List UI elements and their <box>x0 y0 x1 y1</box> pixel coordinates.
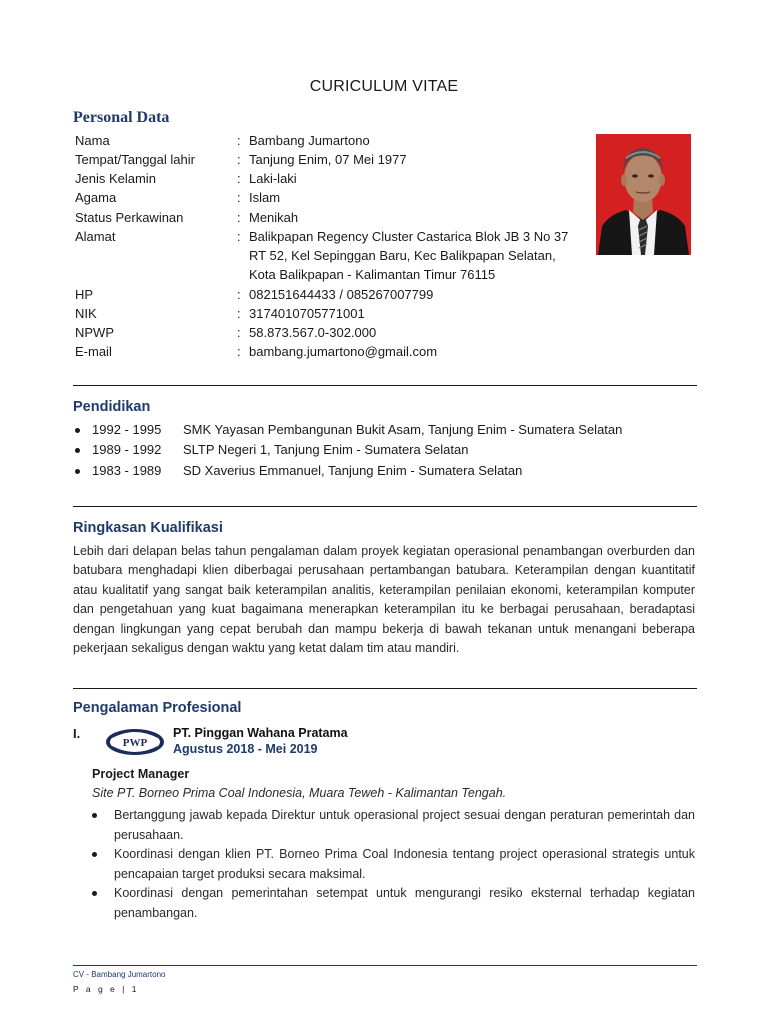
page-number: P a g e | 1 <box>73 984 139 994</box>
job-role: Project Manager <box>92 767 190 781</box>
pd-value: 082151644433 / 085267007799 <box>249 287 434 302</box>
pwp-logo-icon <box>104 727 166 757</box>
pd-value: Bambang Jumartono <box>249 133 370 148</box>
pd-value: Islam <box>249 190 281 205</box>
duty-text: Koordinasi dengan pemerintahan setempat untuk mengurangi resiko eksternal terhadap kegiatan penambangan. <box>114 886 695 920</box>
duty-text: Bertanggung jawab kepada Direktur untuk operasional project sesuai dengan peraturan pemerintah dan perusahaan. <box>114 808 695 842</box>
duty-list <box>92 806 695 923</box>
section-divider <box>73 506 697 507</box>
personal-data-heading: Personal Data <box>73 109 170 126</box>
company-logo <box>104 727 166 757</box>
email-link[interactable]: bambang.jumartono@gmail.com <box>249 344 438 359</box>
pd-colon: : <box>237 325 241 340</box>
education-school: SD Xaverius Emmanuel, Tanjung Enim - Sumatera Selatan <box>183 463 523 478</box>
pd-colon: : <box>237 344 241 359</box>
section-divider <box>73 385 697 386</box>
education-heading: Pendidikan <box>73 399 151 415</box>
pd-value: 58.873.567.0-302.000 <box>249 325 377 340</box>
pd-label: HP <box>75 287 94 302</box>
pd-colon: : <box>237 133 241 148</box>
pd-value: 3174010705771001 <box>249 306 365 321</box>
pd-colon: : <box>237 306 241 321</box>
pd-colon: : <box>237 210 241 225</box>
section-divider <box>73 688 697 689</box>
bullet-icon <box>92 852 97 857</box>
pd-label: Agama <box>75 190 117 205</box>
duty-item <box>92 845 695 884</box>
pd-value: Menikah <box>249 210 299 225</box>
job-number: I. <box>73 726 81 741</box>
company-name: PT. Pinggan Wahana Pratama <box>173 726 348 740</box>
bullet-icon <box>75 428 80 433</box>
pd-colon: : <box>237 152 241 167</box>
duty-item <box>92 806 695 845</box>
pd-value: RT 52, Kel Sepinggan Baru, Kec Balikpapan Selatan, <box>249 248 556 263</box>
education-years: 1989 - 1992 <box>92 442 162 457</box>
duty-item <box>92 884 695 923</box>
pd-value: Balikpapan Regency Cluster Castarica Blok JB 3 No 37 <box>249 229 569 244</box>
footer-name: CV - Bambang Jumartono <box>73 970 166 979</box>
education-years: 1992 - 1995 <box>92 422 162 437</box>
pd-colon: : <box>237 287 241 302</box>
experience-heading: Pengalaman Profesional <box>73 700 242 716</box>
pd-value: Tanjung Enim, 07 Mei 1977 <box>249 152 407 167</box>
pd-value: Kota Balikpapan - Kalimantan Timur 76115 <box>249 267 496 282</box>
logo-text: PWP <box>122 737 148 749</box>
pd-label: NPWP <box>75 325 114 340</box>
summary-paragraph: Lebih dari delapan belas tahun pengalaman dalam proyek kegiatan operasional penambangan overburden dan batubara menghadapi klien diberbagai perusahaan pertambangan batubara. Keterampilan dengan kuantitatif atau kualitatif yang sangat baik keterampilan analitis, keterampilan penilaian ekonomi, keterampilan komputer dan pengetahuan yang kuat bagaimana menerapkan keterampilan itu ke berbagai perusahaan, beradaptasi dengan lingkungan yang cepat berubah dan mampu bekerja di bawah tekanan untuk menangani beberapa pekerjaan sekaligus dengan waktu yang ketat dalam tim atau mandiri. <box>73 544 695 656</box>
pd-label: Nama <box>75 133 110 148</box>
profile-photo <box>596 134 691 255</box>
summary-heading: Ringkasan Kualifikasi <box>73 520 223 536</box>
education-years: 1983 - 1989 <box>92 463 162 478</box>
pd-label: Status Perkawinan <box>75 210 184 225</box>
pd-label: NIK <box>75 306 97 321</box>
footer-divider <box>73 965 697 966</box>
job-site: Site PT. Borneo Prima Coal Indonesia, Muara Teweh - Kalimantan Tengah. <box>92 786 507 800</box>
bullet-icon <box>75 469 80 474</box>
pd-label: Tempat/Tanggal lahir <box>75 152 195 167</box>
pd-colon: : <box>237 171 241 186</box>
duty-text: Koordinasi dengan klien PT. Borneo Prima Coal Indonesia tentang project operasional strategis untuk pencapaian target produksi secara maksimal. <box>114 847 695 881</box>
education-school: SLTP Negeri 1, Tanjung Enim - Sumatera Selatan <box>183 442 469 457</box>
portrait-illustration <box>596 134 691 255</box>
bullet-icon <box>92 813 97 818</box>
pd-label: Alamat <box>75 229 116 244</box>
pd-value: Laki-laki <box>249 171 297 186</box>
document-title: CURICULUM VITAE <box>309 78 459 95</box>
pd-colon: : <box>237 190 241 205</box>
job-period: Agustus 2018 - Mei 2019 <box>173 742 318 756</box>
education-school: SMK Yayasan Pembangunan Bukit Asam, Tanjung Enim - Sumatera Selatan <box>183 422 623 437</box>
bullet-icon <box>92 891 97 896</box>
pd-label: E-mail <box>75 344 112 359</box>
pd-label: Jenis Kelamin <box>75 171 156 186</box>
pd-colon: : <box>237 229 241 244</box>
bullet-icon <box>75 448 80 453</box>
